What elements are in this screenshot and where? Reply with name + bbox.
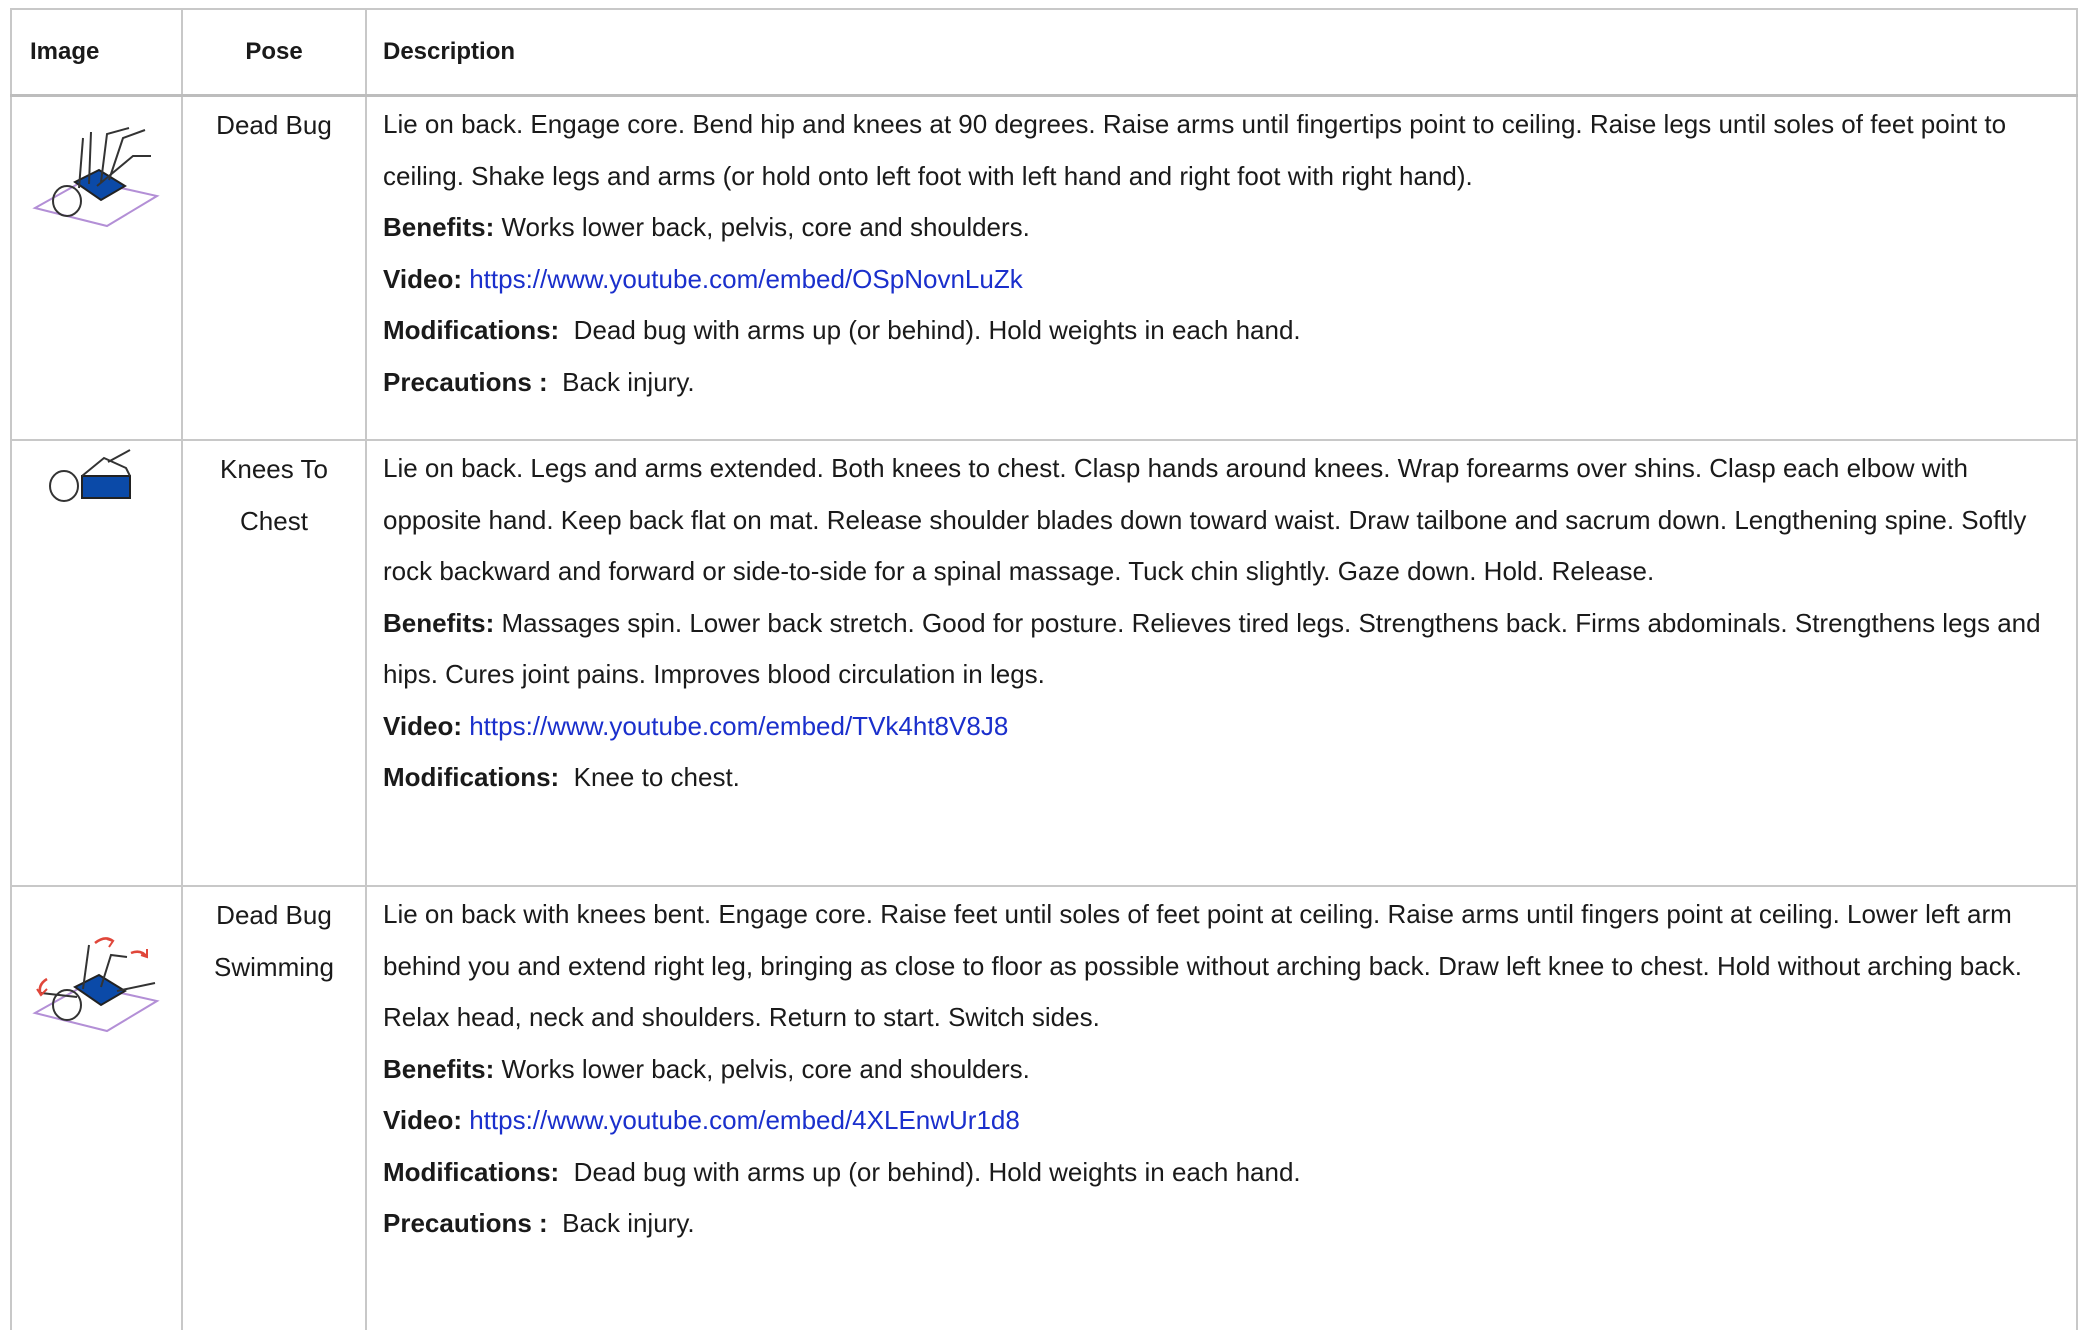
precautions-label: Precautions : [383,1208,548,1238]
benefits-text: Works lower back, pelvis, core and shoulders. [501,212,1030,242]
knees-to-chest-pose-icon [42,442,152,512]
image-cell [11,96,182,441]
description-cell [366,96,2077,441]
modifications-line [383,305,2060,357]
video-label: Video: [383,263,462,294]
pose-name: Knees To Chest [182,440,366,886]
precautions-label: Precautions : [383,366,548,397]
benefits-line [383,598,2060,701]
table-row [11,440,2077,886]
video-link[interactable]: https://www.youtube.com/embed/OSpNovnLuZk [469,263,1023,294]
header-pose: Pose [182,9,366,96]
modifications-text: Dead bug with arms up (or behind). Hold weights in each hand. [573,315,1301,345]
benefits-label: Benefits: [383,607,495,638]
pose-name: Dead Bug [182,96,366,441]
header-image: Image [11,9,182,96]
modifications-text: Dead bug with arms up (or behind). Hold weights in each hand. [573,1156,1301,1187]
benefits-label: Benefits: [383,1053,495,1084]
description-text: Lie on back. Legs and arms extended. Both knees to chest. Clasp hands around knees. Wrap forearms over shins. Clasp each elbow with opposite hand. Keep back flat on mat. Release shoulder blades down toward waist. Draw tailbone and sacrum down. Lengthening spine. Softly rock backward and forward or side-to-side for a spinal massage. Tuck chin slightly. Gaze down. Hold. Release. [383,453,2027,586]
precautions-text: Back injury. [562,1208,695,1238]
modifications-label: Modifications: [383,762,560,792]
video-link[interactable]: https://www.youtube.com/embed/TVk4ht8V8J8 [469,710,1009,741]
modifications-line [383,1147,2060,1199]
video-line [383,1095,2060,1147]
modifications-label: Modifications: [383,1156,560,1187]
video-label: Video: [383,710,462,741]
video-link[interactable]: https://www.youtube.com/embed/4XLEnwUr1d8 [469,1105,1020,1135]
image-cell [11,440,182,886]
table-header-row [11,9,2077,96]
benefits-label: Benefits: [383,212,495,242]
dead-bug-swimming-pose-icon [27,927,167,1037]
description-cell [366,886,2077,1330]
modifications-line [383,752,2060,804]
poses-table [10,8,2078,1330]
modifications-label: Modifications: [383,315,560,345]
video-label: Video: [383,1105,462,1135]
precautions-line [383,357,2060,409]
description-text: Lie on back. Engage core. Bend hip and knees at 90 degrees. Raise arms until fingertips point to ceiling. Raise legs until soles of feet point to ceiling. Shake legs and arms (or hold onto left foot with left hand and right foot with right hand). [383,109,2007,191]
description-text: Lie on back with knees bent. Engage core. Raise feet until soles of feet point at ceiling. Raise arms until fingers point at ceiling. Lower left arm behind you and extend right leg, bringing as close to floor as possible without arching back. Draw left knee to chest. Hold without arching back. Relax head, neck and shoulders. Return to start. Switch sides. [383,899,2022,1032]
dead-bug-pose-icon [27,98,167,228]
table-row [11,886,2077,1330]
modifications-text: Knee to chest. [573,762,740,792]
header-description: Description [366,9,2077,96]
benefits-line [383,1044,2060,1096]
benefits-line [383,202,2060,254]
benefits-text: Massages spin. Lower back stretch. Good for posture. Relieves tired legs. Strengthens back. Firms abdominals. Strengthens legs and hips. Cures joint pains. Improves blood circulation in legs. [383,607,2041,689]
video-line [383,254,2060,306]
table-row [11,96,2077,441]
description-cell [366,440,2077,886]
image-cell [11,886,182,1330]
video-line [383,701,2060,753]
precautions-text: Back injury. [562,366,695,397]
benefits-text: Works lower back, pelvis, core and shoulders. [501,1053,1030,1084]
pose-name: Dead Bug Swimming [182,886,366,1330]
precautions-line [383,1198,2060,1250]
